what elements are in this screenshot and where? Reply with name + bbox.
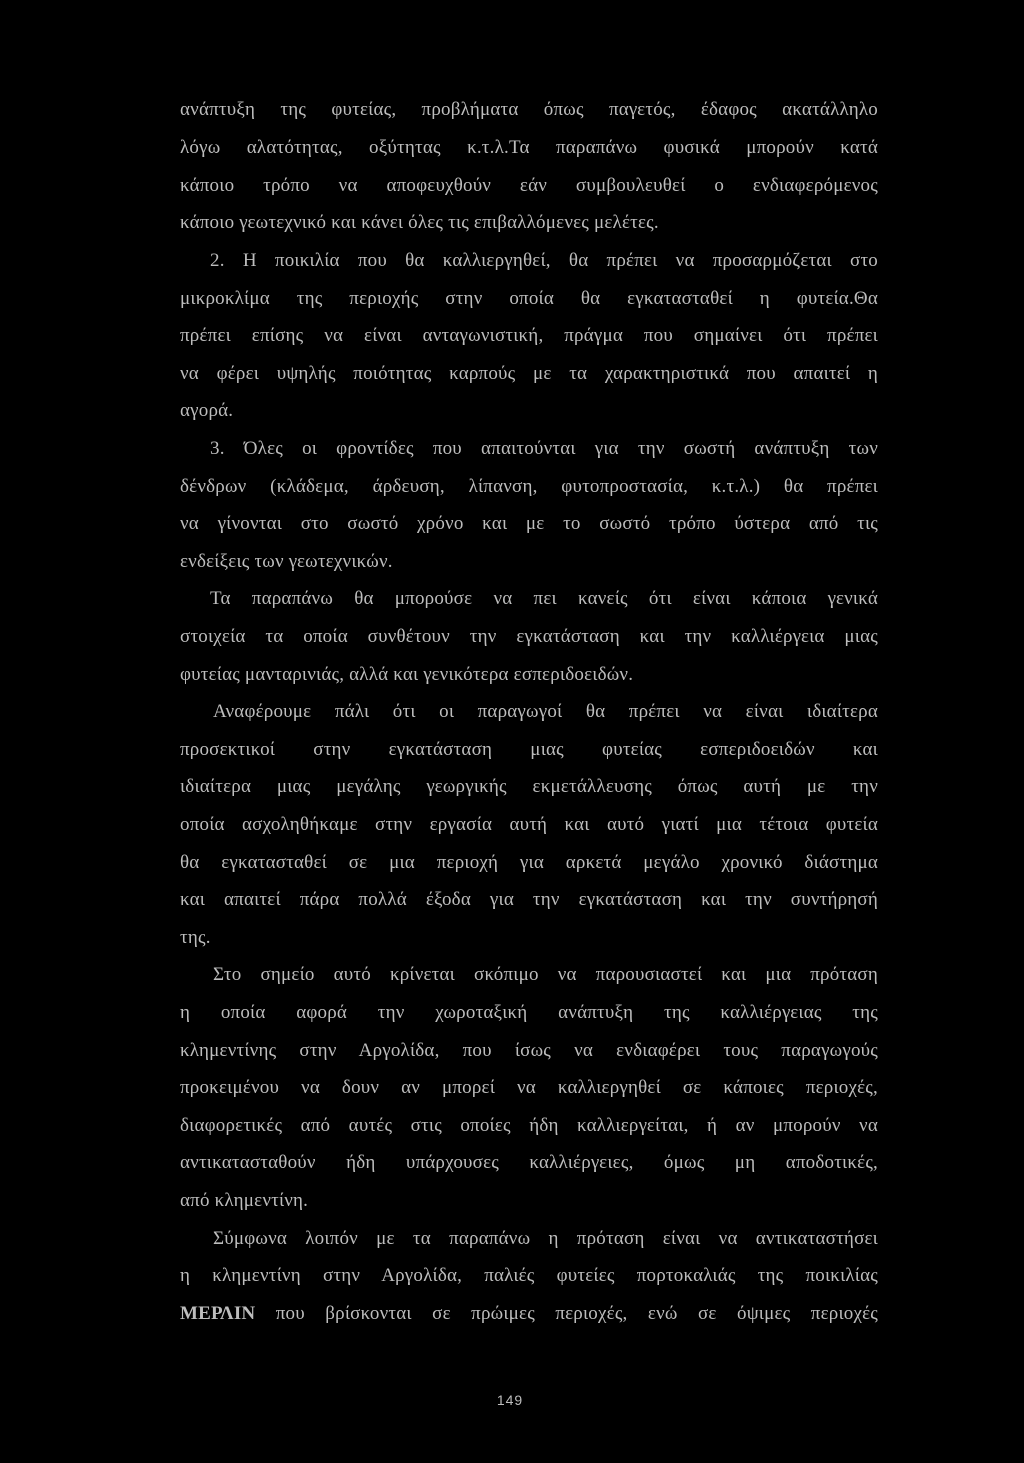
text-line-20: οποία ασχοληθήκαμε στην εργασία αυτή και αυτό γιατί μια τέτοια φυτεία (180, 814, 878, 835)
text-line-14: Τα παραπάνω θα μπορούσε να πει κανείς ότι είναι κάποια γενικά (210, 588, 878, 609)
text-line-30: από κλημεντίνη. (180, 1190, 309, 1211)
text-line-19: ιδιαίτερα μιας μεγάλης γεωργικής εκμετάλλευσης όπως αυτή με την (180, 776, 878, 797)
text-line-28: διαφορετικές από αυτές στις οποίες ήδη καλλιεργείται, ή αν μπορούν να (180, 1115, 878, 1136)
text-line-25: η οποία αφορά την χωροταξική ανάπτυξη της καλλιέργειας της (180, 1002, 878, 1023)
text-line-32: η κλημεντίνη στην Αργολίδα, παλιές φυτείες πορτοκαλιάς της ποικιλίας (180, 1265, 878, 1286)
text-line-15: στοιχεία τα οποία συνθέτουν την εγκατάσταση και την καλλιέργεια μιας (180, 626, 878, 647)
text-line-21: θα εγκατασταθεί σε μια περιοχή για αρκετά μεγάλο χρονικό διάστημα (180, 852, 878, 873)
bold-variety-name: ΜΕΡΛΙΝ (180, 1303, 256, 1324)
text-line-1: ανάπτυξη της φυτείας, προβλήματα όπως παγετός, έδαφος ακατάλληλο (180, 99, 878, 120)
text-line-3: κάποιο τρόπο να αποφευχθούν εάν συμβουλευθεί ο ενδιαφερόμενος (180, 175, 878, 196)
page-number: 149 (496, 1392, 524, 1408)
text-line-24: Στο σημείο αυτό κρίνεται σκόπιμο να παρουσιαστεί και μια πρόταση (213, 964, 878, 985)
text-line-13: ενδείξεις των γεωτεχνικών. (180, 551, 393, 572)
text-line-4: κάποιο γεωτεχνικό και κάνει όλες τις επιβαλλόμενες μελέτες. (180, 212, 659, 233)
text-line-9: αγορά. (180, 400, 234, 421)
text-line-22: και απαιτεί πάρα πολλά έξοδα για την εγκατάσταση και την συντήρησή (180, 889, 878, 910)
text-line-6: μικροκλίμα της περιοχής στην οποία θα εγκατασταθεί η φυτεία.Θα (180, 288, 878, 309)
text-line-2: λόγω αλατότητας, οξύτητας κ.τ.λ.Τα παραπάνω φυσικά μπορούν κατά (180, 137, 878, 158)
text-line-12: να γίνονται στο σωστό χρόνο και με το σωστό τρόπο ύστερα από τις (180, 513, 878, 534)
text-line-31: Σύμφωνα λοιπόν με τα παραπάνω η πρόταση είναι να αντικαταστήσει (213, 1228, 878, 1249)
text-line-18: προσεκτικοί στην εγκατάσταση μιας φυτείας εσπεριδοειδών και (180, 739, 878, 760)
text-line-7: πρέπει επίσης να είναι ανταγωνιστική, πράγμα που σημαίνει ότι πρέπει (180, 325, 878, 346)
text-line-29: αντικατασταθούν ήδη υπάρχουσες καλλιέργειες, όμως μη αποδοτικές, (180, 1152, 878, 1173)
text-line-33-rest: που βρίσκονται σε πρώιμες περιοχές, ενώ σε όψιμες περιοχές (275, 1303, 878, 1324)
text-line-16: φυτείας μανταρινιάς, αλλά και γενικότερα εσπεριδοειδών. (180, 664, 634, 685)
text-line-8: να φέρει υψηλής ποιότητας καρπούς με τα χαρακτηριστικά που απαιτεί η (180, 363, 878, 384)
text-line-26: κλημεντίνης στην Αργολίδα, που ίσως να ενδιαφέρει τους παραγωγούς (180, 1040, 878, 1061)
text-line-5: 2. Η ποικιλία που θα καλλιεργηθεί, θα πρέπει να προσαρμόζεται στο (210, 250, 878, 271)
text-line-10: 3. Όλες οι φροντίδες που απαιτούνται για την σωστή ανάπτυξη των (210, 438, 878, 459)
text-line-27: προκειμένου να δουν αν μπορεί να καλλιεργηθεί σε κάποιες περιοχές, (180, 1077, 878, 1098)
text-line-23: της. (180, 927, 211, 948)
text-line-33 (180, 1302, 878, 1326)
text-line-11: δένδρων (κλάδεμα, άρδευση, λίπανση, φυτοπροστασία, κ.τ.λ.) θα πρέπει (180, 476, 878, 497)
text-line-17: Αναφέρουμε πάλι ότι οι παραγωγοί θα πρέπει να είναι ιδιαίτερα (213, 701, 878, 722)
